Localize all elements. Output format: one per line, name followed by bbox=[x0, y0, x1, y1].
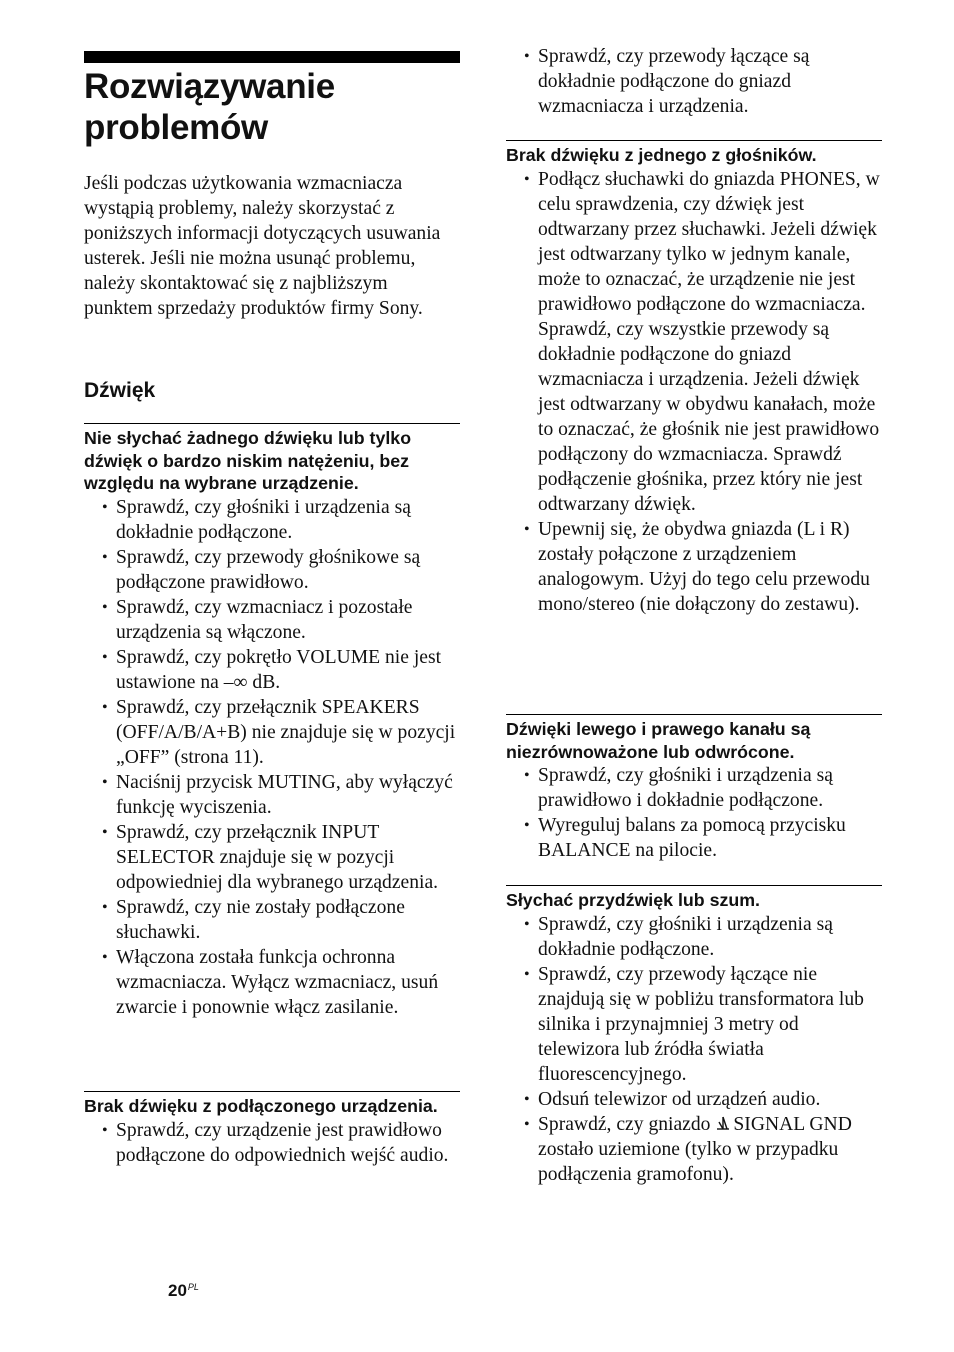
list-item: • Sprawdź, czy urządzenie jest prawidłowo podłączone do odpowiednich wejść audio. bbox=[84, 1118, 460, 1168]
problem-title: Dźwięki lewego i prawego kanału są niezrównoważone lub odwrócone. bbox=[506, 719, 811, 762]
list-item: • Sprawdź, czy przełącznik SPEAKERS (OFF/A/B/A+B) nie znajduje się w pozycji „OFF” (strona 11). bbox=[84, 695, 460, 770]
list-item: • Sprawdź, czy przełącznik INPUT SELECTOR znajduje się w pozycji odpowiedniej dla wybranego urządzenia. bbox=[84, 820, 460, 895]
problem-title: Brak dźwięku z jednego z głośników. bbox=[506, 145, 817, 165]
list-item: • Sprawdź, czy pokrętło VOLUME nie jest ustawione na –∞ dB. bbox=[84, 645, 460, 695]
continued-list bbox=[506, 44, 882, 119]
solution-list bbox=[506, 167, 882, 617]
list-item: • Sprawdź, czy głośniki i urządzenia są dokładnie podłączone. bbox=[84, 495, 460, 545]
title-bar bbox=[84, 51, 460, 63]
solution-list bbox=[84, 495, 460, 1020]
problem-no-sound-one-speaker bbox=[506, 140, 882, 617]
intro-paragraph: Jeśli podczas użytkowania wzmacniacza wystąpią problemy, należy skorzystać z poniższych informacji dotyczących usuwania usterek. Jeśli nie można usunąć problemu, należy skontaktować się z najbliższym punktem sprzedaży produktów firmy Sony. bbox=[84, 173, 441, 319]
solution-list bbox=[84, 1118, 460, 1168]
list-item: • Sprawdź, czy przewody łączące nie znajdują się w pobliżu transformatora lub silnika i przynajmniej 3 metry od telewizora lub źródła światła fluorescencyjnego. bbox=[506, 962, 882, 1087]
section-heading-sound: Dźwięk bbox=[84, 379, 156, 402]
solution-list bbox=[506, 44, 882, 119]
list-item: • Sprawdź, czy przewody łączące są dokładnie podłączone do gniazd wzmacniacza i urządzenia. bbox=[506, 44, 882, 119]
page-language: PL bbox=[187, 1282, 199, 1292]
problem-title: Słychać przydźwięk lub szum. bbox=[506, 890, 760, 910]
list-item: • Sprawdź, czy nie zostały podłączone słuchawki. bbox=[84, 895, 460, 945]
ground-icon bbox=[715, 1115, 731, 1131]
problem-no-sound bbox=[84, 423, 460, 1020]
list-item: • Upewnij się, że obydwa gniazda (L i R) zostały połączone z urządzeniem analogowym. Użyj do tego celu przewodu mono/stereo (nie dołączony do zestawu). bbox=[506, 517, 882, 617]
list-item: • Sprawdź, czy wzmacniacz i pozostałe urządzenia są włączone. bbox=[84, 595, 460, 645]
list-item: • Włączona została funkcja ochronna wzmacniacza. Wyłącz wzmacniacz, usuń zwarcie i ponownie włącz zasilanie. bbox=[84, 945, 460, 1020]
list-item: • Sprawdź, czy głośniki i urządzenia są prawidłowo i dokładnie podłączone. bbox=[506, 763, 882, 813]
list-item: • Odsuń telewizor od urządzeń audio. bbox=[506, 1087, 882, 1112]
problem-channels-unbalanced bbox=[506, 714, 882, 863]
problem-hum-noise bbox=[506, 885, 882, 1187]
problem-no-sound-from-device bbox=[84, 1091, 460, 1168]
page-title: Rozwiązywanie problemów bbox=[84, 67, 335, 147]
page-number: $20^{PL}$ bbox=[168, 1281, 199, 1300]
list-item: • Sprawdź, czy przewody głośnikowe są podłączone prawidłowo. bbox=[84, 545, 460, 595]
list-item: • Sprawdź, czy gniazdo SIGNAL GND zostało uziemione (tylko w przypadku podłączenia gramofonu). bbox=[506, 1112, 882, 1187]
solution-list bbox=[506, 912, 882, 1187]
problem-title: Nie słychać żadnego dźwięku lub tylko dźwięk o bardzo niskim natężeniu, bez względu na wybrane urządzenie. bbox=[84, 428, 412, 493]
list-item: • Podłącz słuchawki do gniazda PHONES, w celu sprawdzenia, czy dźwięk jest odtwarzany przez słuchawki. Jeżeli dźwięk jest odtwarzany tylko w jednym kanale, może to oznaczać, że urządzenie nie jest prawidłowo podłączone do wzmacniacza. Sprawdź, czy wszystkie przewody są dokładnie podłączone do gniazd wzmacniacza i urządzenia. Jeżeli dźwięk jest odtwarzany w obydwu kanałach, może to oznaczać, że głośnik nie jest prawidłowo podłączony do wzmacniacza. Sprawdź podłączenie głośnika, przez który nie jest odtwarzany dźwięk. bbox=[506, 167, 882, 517]
solution-list bbox=[506, 763, 882, 863]
list-item: • Sprawdź, czy głośniki i urządzenia są dokładnie podłączone. bbox=[506, 912, 882, 962]
list-item: • Naciśnij przycisk MUTING, aby wyłączyć funkcję wyciszenia. bbox=[84, 770, 460, 820]
problem-title: Brak dźwięku z podłączonego urządzenia. bbox=[84, 1096, 438, 1116]
list-item: • Wyreguluj balans za pomocą przycisku BALANCE na pilocie. bbox=[506, 813, 882, 863]
